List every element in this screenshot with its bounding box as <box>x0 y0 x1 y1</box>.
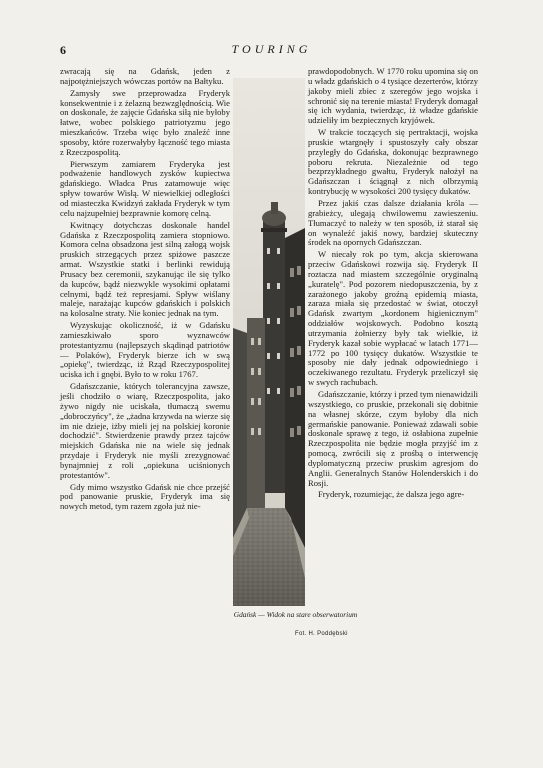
paragraph: Gdańszczanie, których tolerancyjna zawsze, jeśli chodziło o wiarę, Rzeczpospolita, jako żywo nigdy nie uciskała, tłumaczą swemu „dobroczyńcy", że „żadna krzywda na wierze się im nie dzieje, iżby mieli jej na polskiej koronie dochodzić". Stwierdzenie prawdy przez tajców miejskich Gdańska nie na wiele się jednak przydaje i Fryderyk nie myśli zrezygnować bynajmniej z roli „opiekuna uciśnionych protestantów". <box>60 381 230 480</box>
running-head: TOURING <box>231 42 312 56</box>
paragraph: Zamysły swe przeprowadza Fryderyk konsekwentnie i z żelazną bezwzględnością. Wie on doskonale, że zajęcie Gdańska siłą nie byłoby łatwe, wobec polskiego patriotyzmu jego mieszkańców. Trzeba więc było znaleźć inne sposoby, które rozerwałyby łączność tego miasta z Rzeczpospolitą. <box>60 87 230 157</box>
street-photo <box>233 78 305 606</box>
paragraph: Przez jakiś czas dalsze działania króla — grabieżcy, ulegają chwilowemu zawieszeniu. Tłumaczyć to należy w ten sposób, iż starał się on wynaleźć jakiś nowy, bardziej skuteczny środek na opornych Gdańszczan. <box>308 197 478 248</box>
photo-caption: Gdańsk — Widok na stare obserwatorium <box>233 610 358 619</box>
photo-credit: Fot. H. Poddębski <box>295 631 348 637</box>
paragraph: Kwitnący dotychczas doskonale handel Gdańska z Rzeczpospolitą zamiera stopniowo. Komora celna obsadzona jest silną załogą wojsk pruskich strzegących przez spiżowe paszcze armat. Wszystkie statki i berlinki rewidują Prusacy bez ceremonii, szykanując ile się tylko da kupców, bądź niezwykle wysokimi opłatami celnymi, bądź też represjami. Spływ wiślany maleje, narażając kupców gdańskich i polskich na kolosalne straty. Nie koniec jednak na tym. <box>60 219 230 319</box>
paragraph: Fryderyk, rozumiejąc, że dalsza jego agre- <box>318 489 465 500</box>
right-column <box>308 67 478 502</box>
photo <box>233 78 305 606</box>
paragraph: zwracają się na Gdańsk, jeden z najpotężniejszych wówczas portów na Bałtyku. <box>60 66 230 86</box>
paragraph: W niecały rok po tym, akcja skierowana przeciw Gdańskowi rozwija się. Fryderyk II roztacza nad miastem szczególnie oryginalną „kuratelę". Pod pozorem niedopuszczenia, by z zarażonego jakoby groźną epidemią miasta, zaraza miała się przedostać w świat, otoczył Gdańsk zwartym „kordonem higienicznym" oddziałów wojskowych. Podobno kosztą utrzymania żołnierzy były tak wielkie, iż Fryderyk kazał sobie wypłacać w latach 1771—1772 po 100 tysięcy dukatów. Wszystkie te sposoby nie dały jednak odpowiedniego i oczekiwanego rezultatu. Fryderyk przeliczył się w swych rachubach. <box>308 249 478 388</box>
paragraph: W trakcie toczących się pertraktacji, wojska pruskie wtargnęły i spustoszyły cały obszar przyległy do Gdańska, dokonując bezprawnego poboru rekruta. Niezależnie od tego bezprzykładnego gwałtu, Fryderyk nałożył na Gdańszczan i ściągnął z nich olbrzymią kontrybucję w wysokości 200 tysięcy dukatów. <box>308 127 478 197</box>
page-number: 6 <box>60 43 66 57</box>
left-column <box>60 67 230 514</box>
paragraph: Gdańszczanie, którzy i przed tym nienawidzili wszystkiego, co pruskie, przekonali się dobitnie na własnej skórze, czym byłoby dla nich germańskie panowanie. Ponieważ zdawali sobie doskonale sprawę z tego, iż osłabiona zupełnie Rzeczpospolita nie będzie mogła przyjść im z pomocą, zwrócili się z prośbą o interwencję dyplomatyczną przeciw pruskim agresjom do Anglii. Generalnych Stanów Holenderskich i do Rosji. <box>308 389 478 488</box>
paragraph: prawdopodobnych. W 1770 roku upomina się on u władz gdańskich o 4 tysiące dezerterów, którzy jakoby mieli zbiec z szeregów jego wojska i schronić się na terenie miasta! Fryderyk domagał się ich wydania, twierdząc, iż władze gdańskie udzieliły im bezpiecznych kryjówek. <box>308 66 478 126</box>
paragraph: Wyzyskując okoliczność, iż w Gdańsku zamieszkiwało sporo wyznawców protestantyzmu (najlepszych skądinąd patriotów — Polaków), Fryderyk bierze ich w swą „opiekę", twierdząc, iż Rząd Rzeczypospolitej uciska ich i gnębi. Było to w roku 1767. <box>60 320 230 380</box>
paragraph: Pierwszym zamiarem Fryderyka jest podważenie handlowych zysków kupiectwa gdańskiego. Władca Prus zatamowuje więc spływ towarów Wisłą. W niewielkiej odległości od miasteczka Kwidzyń zakłada Fryderyk w tym celu najzupełniej bezprawnie komorę celną. <box>60 158 230 218</box>
paragraph: Gdy mimo wszystko Gdańsk nie chce przejść pod panowanie pruskie, Fryderyk ima się nowych metod, tym razem zgoła już nie- <box>60 481 230 512</box>
